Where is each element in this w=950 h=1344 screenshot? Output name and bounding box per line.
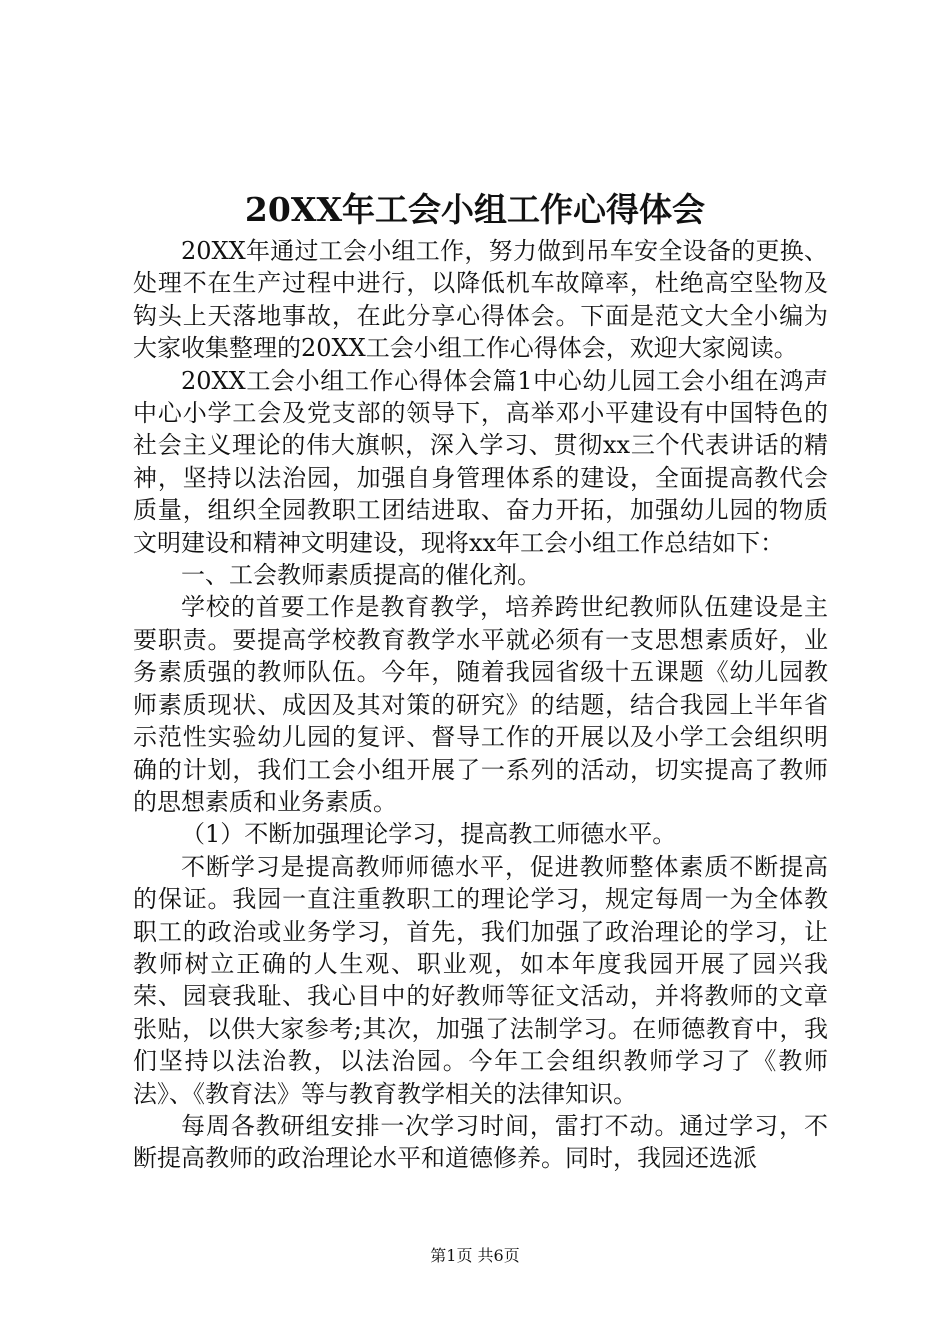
paragraph: 学校的首要工作是教育教学，培养跨世纪教师队伍建设是主要职责。要提高学校教育教学水平就必须有一支思想素质好，业务素质强的教师队伍。今年，随着我园省级十五课题《幼儿园教师素质现状、成因及其对策的研究》的结题，结合我园上半年省示范性实验幼儿园的复评、督导工作的开展以及小学工会组织明确的计划，我们工会小组开展了一系列的活动，切实提高了教师的思想素质和业务素质。 — [133, 593, 828, 816]
paragraph: 不断学习是提高教师师德水平，促进教师整体素质不断提高的保证。我园一直注重教职工的理论学习，规定每周一为全体教职工的政治或业务学习，首先，我们加强了政治理论的学习，让教师树立正确的人生观、职业观，如本年度我园开展了园兴我荣、园衰我耻、我心目中的好教师等征文活动，并将教师的文章张贴，以供大家参考;其次，加强了法制学习。在师德教育中，我们坚持以法治教，以法治园。今年工会组织教师学习了《教师法》、《教育法》等与教育教学相关的法律知识。 — [133, 852, 828, 1108]
paragraph: 20XX年通过工会小组工作，努力做到吊车安全设备的更换、处理不在生产过程中进行，以降低机车故障率，杜绝高空坠物及钩头上天落地事故，在此分享心得体会。下面是范文大全小编为大家收集整理的20XX工会小组工作心得体会，欢迎大家阅读。 — [133, 237, 828, 363]
paragraph: 20XX工会小组工作心得体会篇1中心幼儿园工会小组在鸿声中心小学工会及党支部的领导下，高举邓小平建设有中国特色的社会主义理论的伟大旗帜，深入学习、贯彻xx三个代表讲话的精神，坚持以法治园，加强自身管理体系的建设，全面提高教代会质量，组织全园教职工团结进取、奋力开拓，加强幼儿园的物质文明建设和精神文明建设，现将xx年工会小组工作总结如下： — [133, 366, 828, 557]
document-title: 20XX年工会小组工作心得体会 — [244, 190, 706, 229]
document-body — [133, 235, 828, 1175]
page-number-footer: 第1页 共6页 — [430, 1246, 520, 1265]
section-heading: 一、工会教师素质提高的催化剂。 — [181, 561, 541, 590]
paragraph: 每周各教研组安排一次学习时间，雷打不动。通过学习，不断提高教师的政治理论水平和道德修养。同时，我园还选派 — [133, 1111, 828, 1173]
subsection-heading: （1）不断加强理论学习，提高教工师德水平。 — [181, 820, 677, 849]
